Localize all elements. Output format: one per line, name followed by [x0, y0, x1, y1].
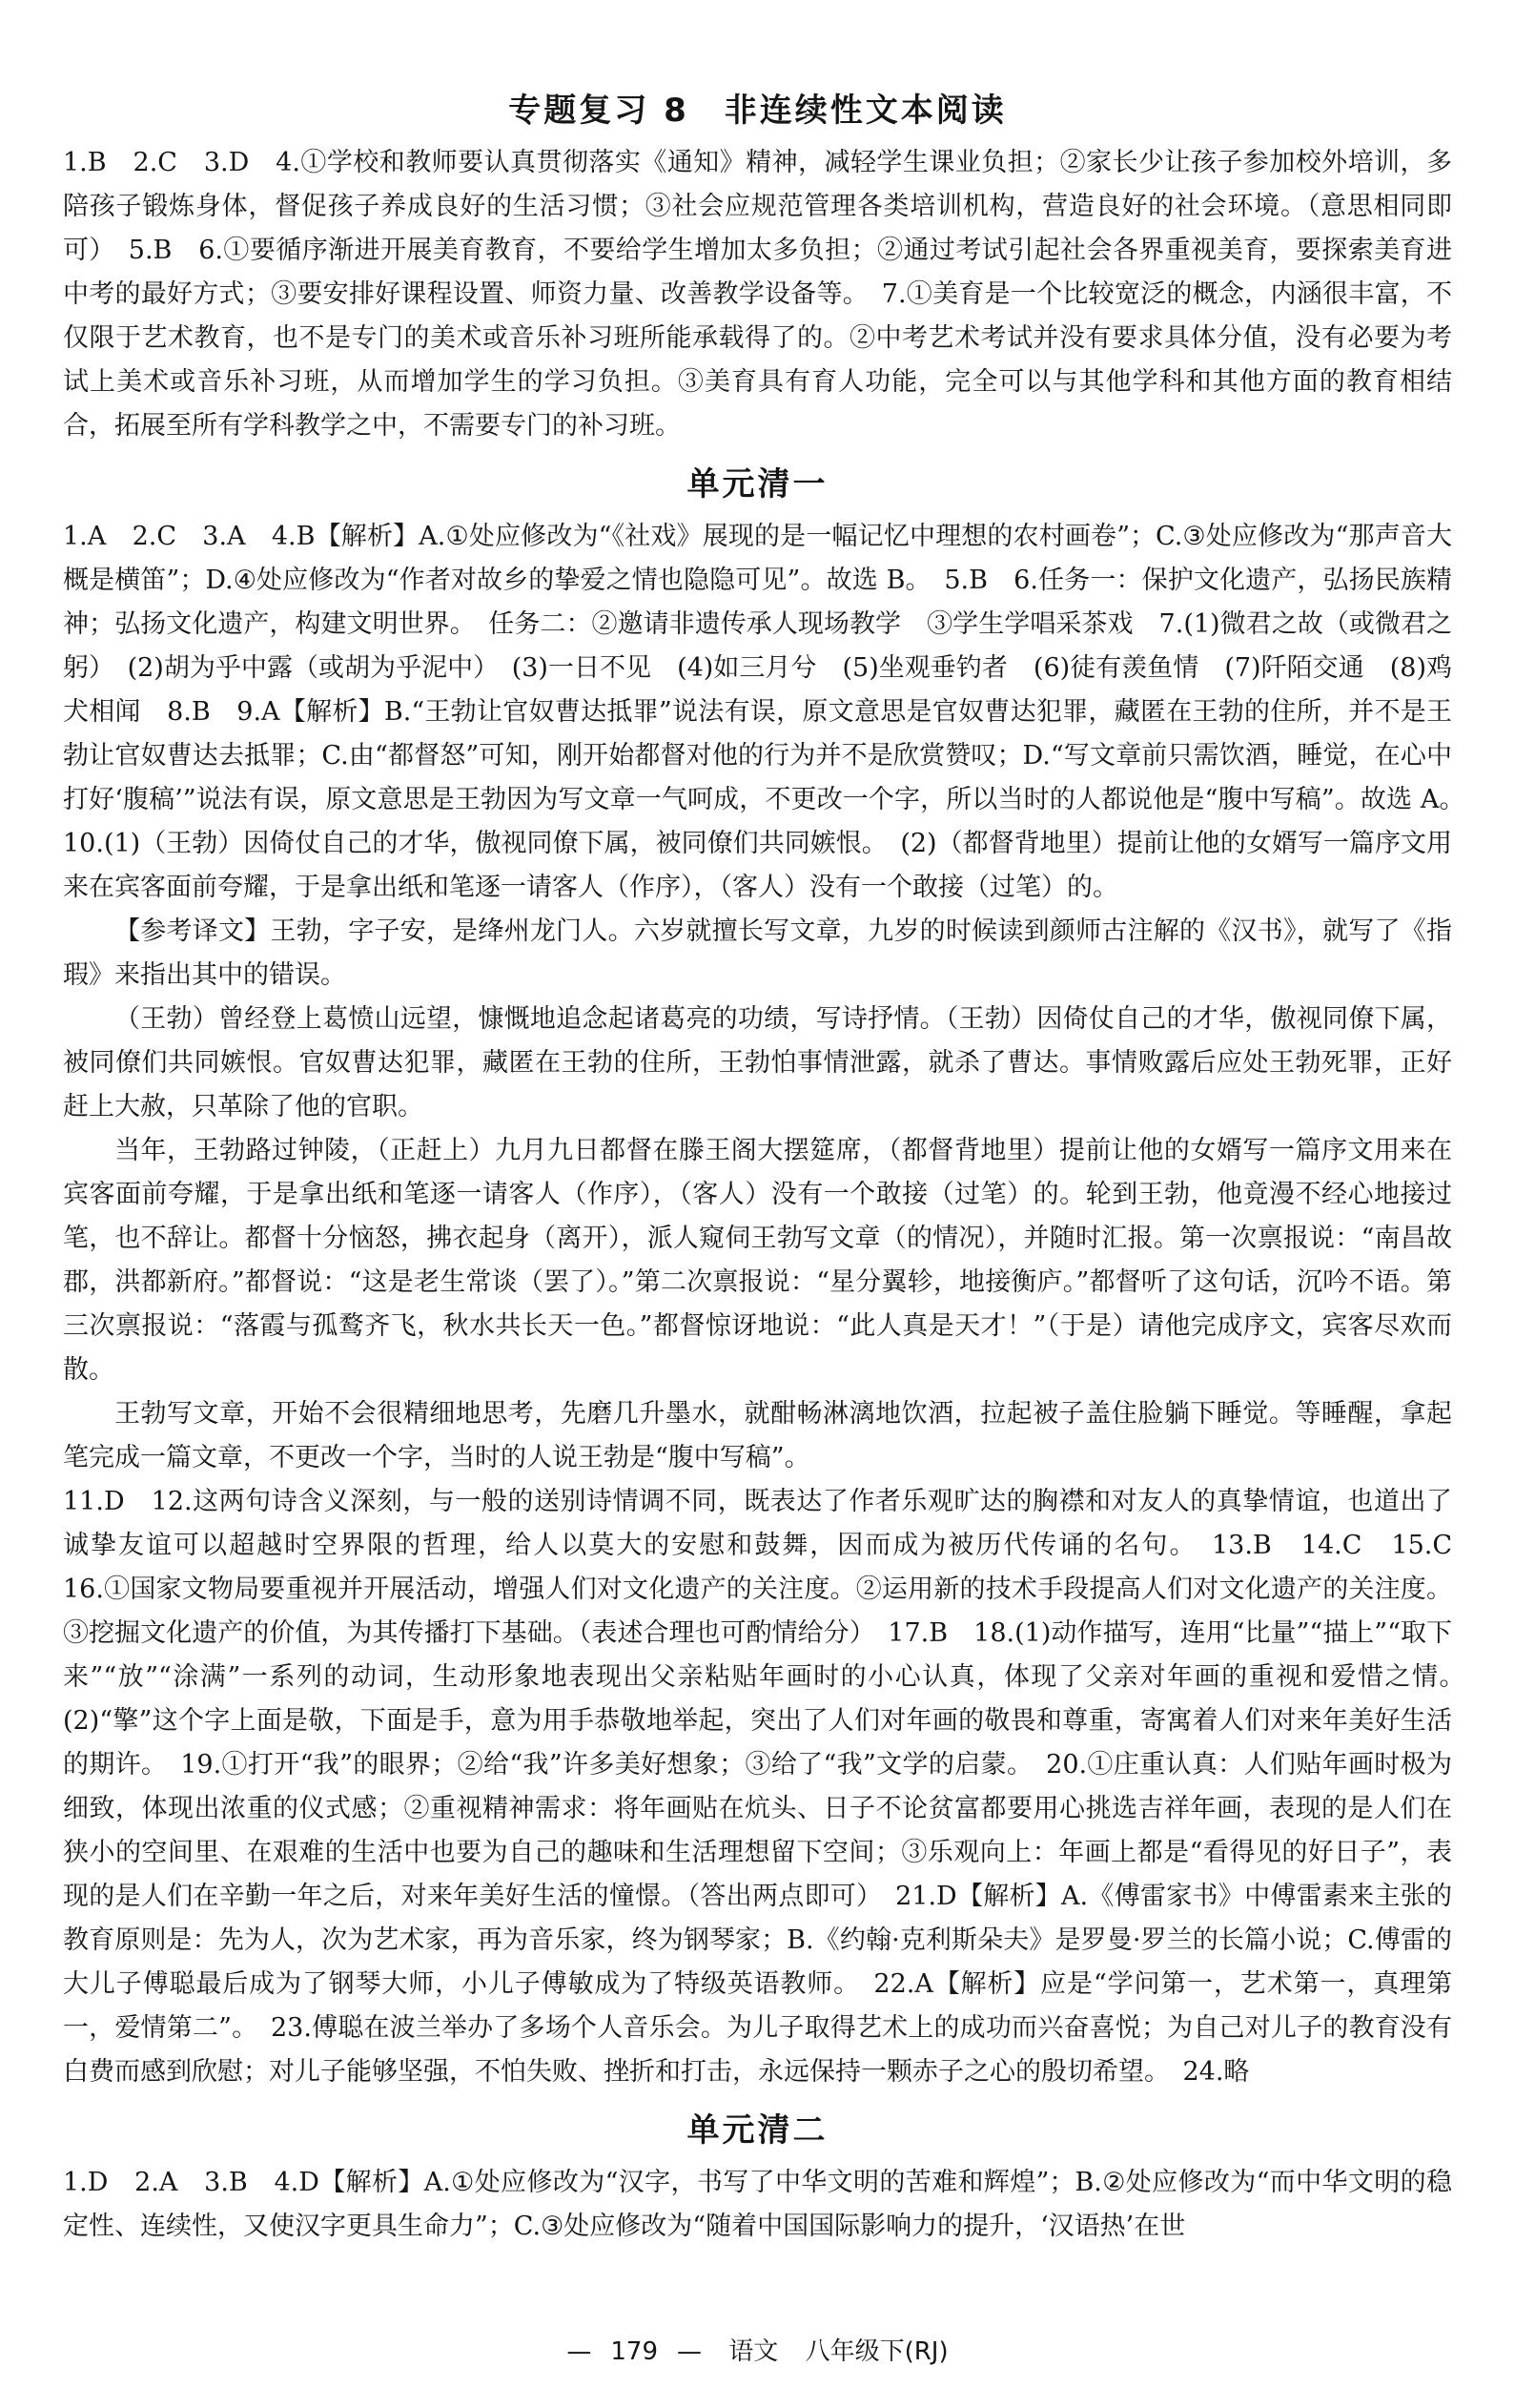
answer-paragraph: 1.D 2.A 3.B 4.D【解析】A.①处应修改为“汉字，书写了中华文明的苦难和辉煌”；B.②处应修改为“而中华文明的稳定性、连续性，又使汉字更具生命力”；C.③处应修改为“随着中国国际影响力的提升，‘汉语热’在世 — [63, 2168, 1452, 2241]
section-unit-1 — [63, 462, 1478, 2094]
footer-dash: — — [566, 2337, 592, 2366]
page-number: 179 — [610, 2337, 659, 2366]
footer-dash: — — [677, 2337, 703, 2366]
translation-paragraph: （王勃）曾经登上葛愤山远望，慷慨地追念起诸葛亮的功绩，写诗抒情。（王勃）因倚仗自己的才华，傲视同僚下属，被同僚们共同嫉恨。官奴曹达犯罪，藏匿在王勃的住所，王勃怕事情泄露，就杀了曹达。事情败露后应处王勃死罪，正好赶上大赦，只革除了他的官职。 — [63, 1004, 1452, 1122]
section-title: 专题复习 8 非连续性文本阅读 — [508, 92, 1007, 130]
section-topic-review-8 — [63, 88, 1452, 448]
translation-paragraph: 王勃写文章，开始不会很精细地思考，先磨几升墨水，就酣畅淋漓地饮酒，拉起被子盖住脸躺下睡觉。等睡醒，拿起笔完成一篇文章，不更改一个字，当时的人说王勃是“腹中写稿”。 — [63, 1399, 1452, 1472]
answer-paragraph: 1.B 2.C 3.D 4.①学校和教师要认真贯彻落实《通知》精神，减轻学生课业负担；②家长少让孩子参加校外培训，多陪孩子锻炼身体，督促孩子养成良好的生活习惯；③社会应规范管理各类培训机构，营造良好的社会环境。（意思相同即可） 5.B 6.①要循序渐进开展美育教育，不要给学生增加太多负担；②通过考试引起社会各界重视美育，要探索美育进中考的最好方式；③要安排好课程设置、师资力量、改善教学设备等。 7.①美育是一个比较宽泛的概念，内涵很丰富，不仅限于艺术教育，也不是专门的美术或音乐补习班所能承载得了的。②中考艺术考试并没有要求具体分值，没有必要为考试上美术或音乐补习班，从而增加学生的学习负担。③美育具有育人功能，完全可以与其他学科和其他方面的教育相结合，拓展至所有学科教学之中，不需要专门的补习班。 — [63, 148, 1452, 441]
section-title: 单元清二 — [686, 2111, 829, 2150]
footer-grade: 八年级下(RJ) — [805, 2337, 949, 2366]
translation-paragraph: 【参考译文】王勃，字子安，是绛州龙门人。六岁就擅长写文章，九岁的时候读到颜师古注解的《汉书》，就写了《指瑕》来指出其中的错误。 — [63, 916, 1452, 990]
answer-paragraph: 11.D 12.这两句诗含义深刻，与一般的送别诗情调不同，既表达了作者乐观旷达的胸襟和对友人的真挚情谊，也道出了诚挚友谊可以超越时空界限的哲理，给人以莫大的安慰和鼓舞，因而成为被历代传诵的名句。 13.B 14.C 15.C 16.①国家文物局要重视并开展活动，增强人们对文化遗产的关注度。②运用新的技术手段提高人们对文化遗产的关注度。③挖掘文化遗产的价值，为其传播打下基础。（表述合理也可酌情给分） 17.B 18.(1)动作描写，连用“比量”“描上”“取下来”“放”“涂满”一系列的动词，生动形象地表现出父亲粘贴年画时的小心认真，体现了父亲对年画的重视和爱惜之情。 (2)“擎”这个字上面是敬，下面是手，意为用手恭敬地举起，突出了人们对年画的敬畏和尊重，寄寓着人们对来年美好生活的期许。 19.①打开“我”的眼界；②给“我”许多美好想象；③给了“我”文学的启蒙。 20.①庄重认真：人们贴年画时极为细致，体现出浓重的仪式感；②重视精神需求：将年画贴在炕头、日子不论贫富都要用心挑选吉祥年画，表现的是人们在狭小的空间里、在艰难的生活中也要为自己的趣味和生活理想留下空间；③乐观向上：年画上都是“看得见的好日子”，表现的是人们在辛勤一年之后，对来年美好生活的憧憬。（答出两点即可） 21.D【解析】A.《傅雷家书》中傅雷素来主张的教育原则是：先为人，次为艺术家，再为音乐家，终为钢琴家；B.《约翰·克利斯朵夫》是罗曼·罗兰的长篇小说；C.傅雷的大儿子傅聪最后成为了钢琴大师，小儿子傅敏成为了特级英语教师。 22.A【解析】应是“学问第一，艺术第一，真理第一，爱情第二”。 23.傅聪在波兰举办了多场个人音乐会。为儿子取得艺术上的成功而兴奋喜悦；为自己对儿子的教育没有白费而感到欣慰；对儿子能够坚强，不怕失败、挫折和打击，永远保持一颗赤子之心的殷切希望。 24.略 — [63, 1487, 1478, 2087]
page-footer — [0, 2333, 1515, 2371]
translation-paragraph: 当年，王勃路过钟陵，（正赶上）九月九日都督在滕王阁大摆筵席，（都督背地里）提前让他的女婿写一篇序文用来在宾客面前夸耀，于是拿出纸和笔逐一请客人（作序），（客人）没有一个敢接（过笔）的。轮到王勃，他竟漫不经心地接过笔，也不辞让。都督十分恼怒，拂衣起身（离开），派人窥伺王勃写文章（的情况），并随时汇报。第一次禀报说：“南昌故郡，洪都新府。”都督说：“这是老生常谈（罢了）。”第二次禀报说：“星分翼轸，地接衡庐。”都督听了这句话，沉吟不语。第三次禀报说：“落霞与孤鹜齐飞，秋水共长天一色。”都督惊讶地说：“此人真是天才！”（于是）请他完成序文，宾客尽欢而散。 — [63, 1136, 1452, 1385]
footer-subject: 语文 — [728, 2337, 779, 2366]
section-unit-2 — [63, 2108, 1452, 2249]
spacer — [63, 2094, 1452, 2108]
answer-paragraph: 1.A 2.C 3.A 4.B【解析】A.①处应修改为“《社戏》展现的是一幅记忆中理想的农村画卷”；C.③处应修改为“那声音大概是横笛”；D.④处应修改为“作者对故乡的挚爱之情也隐隐可见”。故选 B。 5.B 6.任务一：保护文化遗产，弘扬民族精神；弘扬文化遗产，构建文明世界。 任务二：②邀请非遗传承人现场教学 ③学生学唱采茶戏 7.(1)微君之故（或微君之躬） (2)胡为乎中露（或胡为乎泥中） (3)一日不见 (4)如三月兮 (5)坐观垂钓者 (6)徒有羡鱼情 (7)阡陌交通 (8)鸡犬相闻 8.B 9.A【解析】B.“王勃让官奴曹达抵罪”说法有误，原文意思是官奴曹达犯罪，藏匿在王勃的住所，并不是王勃让官奴曹达去抵罪；C.由“都督怒”可知，刚开始都督对他的行为并不是欣赏赞叹；D.“写文章前只需饮酒，睡觉，在心中打好‘腹稿’”说法有误，原文意思是王勃因为写文章一气呵成，不更改一个字，所以当时的人都说他是“腹中写稿”。故选 A。 10.(1)（王勃）因倚仗自己的才华，傲视同僚下属，被同僚们共同嫉恨。 (2)（都督背地里）提前让他的女婿写一篇序文用来在宾客面前夸耀，于是拿出纸和笔逐一请客人（作序），（客人）没有一个敢接（过笔）的。 — [63, 522, 1478, 902]
spacer — [63, 448, 1452, 462]
section-title: 单元清一 — [686, 465, 829, 504]
